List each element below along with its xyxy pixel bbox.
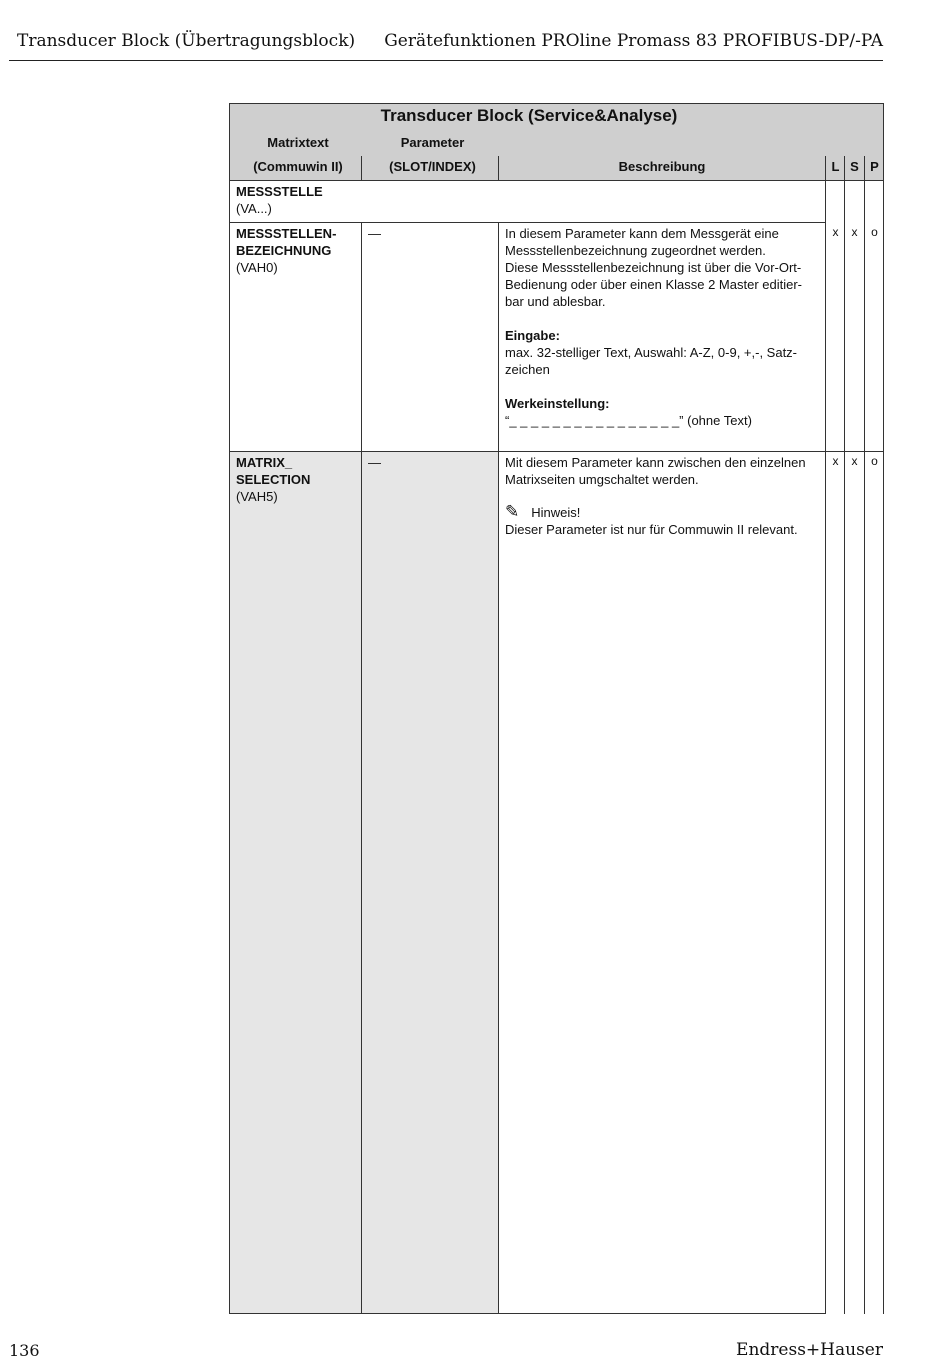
table-border-right xyxy=(883,103,884,1314)
transducer-block-table xyxy=(229,103,884,1314)
row1-desc-line: Messstellenbezeichnung zugeordnet werden. xyxy=(505,243,766,258)
running-header-left: Transducer Block (Übertragungsblock) xyxy=(17,31,356,51)
row1-l: x xyxy=(832,225,839,239)
table-title: Transducer Block (Service&Analyse) xyxy=(380,106,678,125)
col-header-parameter-sub: (SLOT/INDEX) xyxy=(389,159,476,174)
row1-p: o xyxy=(871,225,878,239)
column-divider-s-p xyxy=(864,156,865,1314)
row1-werk-value: “_ _ _ _ _ _ _ _ _ _ _ _ _ _ _ _” (ohne Text) xyxy=(505,413,752,428)
row2-desc-line: Matrixseiten umgschaltet werden. xyxy=(505,472,699,487)
row2-desc-line: Mit diesem Parameter kann zwischen den einzelnen xyxy=(505,455,806,470)
row2-description xyxy=(505,454,823,538)
group-cell xyxy=(236,183,323,217)
col-header-p: P xyxy=(870,159,879,174)
row1-code: (VAH0) xyxy=(236,260,278,275)
row1-werk-label: Werkeinstellung: xyxy=(505,396,610,411)
row2-code: (VAH5) xyxy=(236,489,278,504)
row1-eingabe-line: max. 32-stelliger Text, Auswahl: A-Z, 0-9, +,-, Satz- xyxy=(505,345,798,360)
col-header-parameter: Parameter xyxy=(400,135,465,150)
row1-eingabe-line: zeichen xyxy=(505,362,550,377)
table-border-top xyxy=(229,103,884,104)
row2-hinweis-text: Dieser Parameter ist nur für Commuwin II relevant. xyxy=(505,522,798,537)
column-divider-matrix-param xyxy=(361,222,362,1314)
col-header-matrixtext: Matrixtext xyxy=(267,135,329,150)
page-number: 136 xyxy=(9,1341,40,1360)
row1-eingabe-label: Eingabe: xyxy=(505,328,560,343)
pencil-icon: ✎ xyxy=(505,502,520,521)
row2-matrixtext xyxy=(236,454,310,505)
row1-description xyxy=(505,225,823,429)
row1-desc-line: bar und ablesbar. xyxy=(505,294,606,309)
row2-name-line1: MATRIX_ xyxy=(236,455,293,470)
col-header-beschreibung: Beschreibung xyxy=(618,159,706,174)
column-divider-desc-l xyxy=(825,156,826,1314)
row1-parameter: — xyxy=(368,226,381,241)
row2-name-line2: SELECTION xyxy=(236,472,311,487)
row1-matrixtext xyxy=(236,225,336,276)
header-rule xyxy=(9,60,883,61)
header-separator xyxy=(229,180,884,181)
group-code: (VA...) xyxy=(236,201,272,216)
row-separator xyxy=(229,451,884,452)
parameter-column-shade xyxy=(361,451,498,1314)
row1-name-line2: BEZEICHNUNG xyxy=(236,243,332,258)
row1-desc-line: In diesem Parameter kann dem Messgerät eine xyxy=(505,226,779,241)
row2-s: x xyxy=(851,454,858,468)
table-border-left xyxy=(229,103,230,1314)
row1-desc-line: Bedienung oder über einen Klasse 2 Master editier- xyxy=(505,277,803,292)
column-divider-param-desc xyxy=(498,222,499,1314)
row2-parameter: — xyxy=(368,455,381,470)
matrixtext-column-shade xyxy=(229,451,361,1314)
brand-name: Endress+Hauser xyxy=(736,1340,883,1360)
row1-s: x xyxy=(851,225,858,239)
row2-l: x xyxy=(832,454,839,468)
col-header-l: L xyxy=(831,159,840,174)
running-header-right: Gerätefunktionen PROline Promass 83 PROFIBUS-DP/-PA xyxy=(384,31,883,51)
table-border-bottom xyxy=(229,1313,825,1314)
group-separator xyxy=(229,222,825,223)
col-header-s: S xyxy=(850,159,859,174)
column-divider-l-s xyxy=(844,156,845,1314)
row1-name-line1: MESSSTELLEN- xyxy=(236,226,337,241)
row1-desc-line: Diese Messstellenbezeichnung ist über die Vor-Ort- xyxy=(505,260,802,275)
col-header-matrixtext-sub: (Commuwin II) xyxy=(253,159,343,174)
row2-p: o xyxy=(871,454,878,468)
group-name: MESSSTELLE xyxy=(236,184,323,199)
row2-hinweis-label: Hinweis! xyxy=(531,505,581,520)
